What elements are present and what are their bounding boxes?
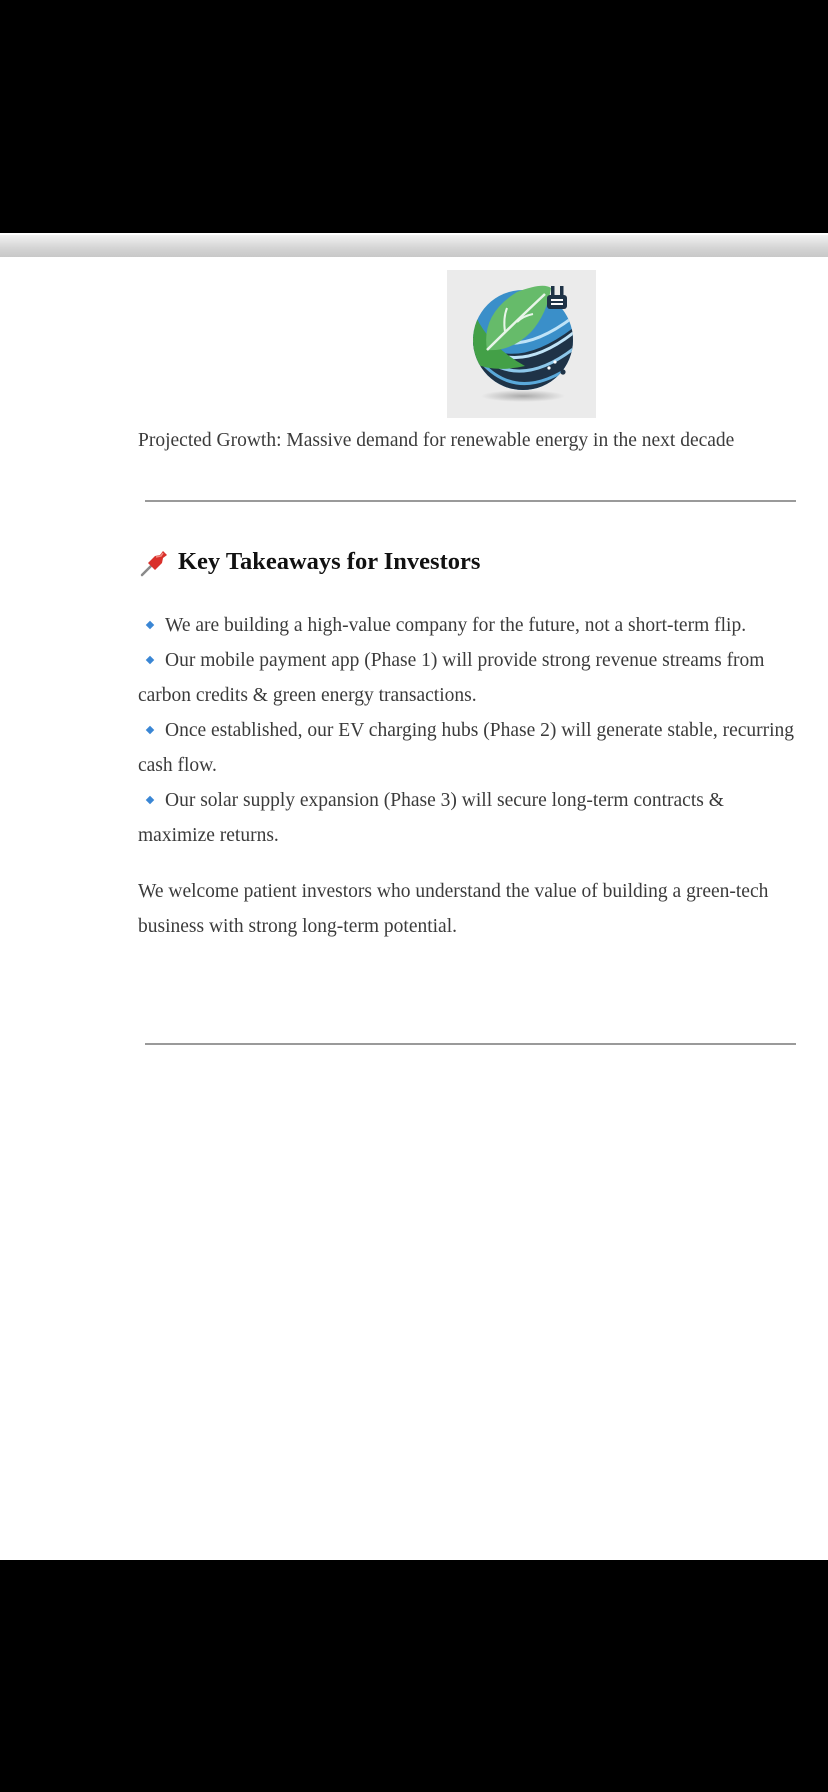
horizontal-rule	[145, 500, 796, 502]
blue-diamond-icon	[146, 656, 154, 664]
takeaway-list	[138, 608, 798, 853]
list-item-text: Our solar supply expansion (Phase 3) will secure long-term contracts & maximize returns.	[138, 790, 724, 846]
list-item-text: Once established, our EV charging hubs (Phase 2) will generate stable, recurring cash flow.	[138, 720, 795, 776]
blue-diamond-icon	[146, 796, 154, 804]
list-item-text: We are building a high-value company for the future, not a short-term flip.	[165, 615, 747, 636]
blue-diamond-icon	[146, 621, 154, 629]
leaf-plug-globe-logo-icon	[447, 270, 596, 418]
list-item	[138, 608, 798, 643]
horizontal-rule	[145, 1043, 796, 1045]
image-caption: Projected Growth: Massive demand for renewable energy in the next decade	[138, 430, 735, 451]
section-heading-text: Key Takeaways for Investors	[178, 548, 481, 575]
blue-diamond-icon	[146, 726, 154, 734]
pushpin-icon	[138, 546, 170, 578]
closing-paragraph: We welcome patient investors who understand the value of building a green-tech business with strong long-term potential.	[138, 881, 769, 937]
section-heading	[138, 542, 480, 582]
list-item-text: Our mobile payment app (Phase 1) will provide strong revenue streams from carbon credits & green energy transactions.	[138, 650, 765, 706]
company-logo	[447, 270, 596, 418]
list-item	[138, 783, 798, 853]
list-item	[138, 713, 798, 783]
document-page[interactable]	[0, 257, 828, 1560]
viewer-toolbar-strip	[0, 233, 828, 257]
list-item	[138, 643, 798, 713]
